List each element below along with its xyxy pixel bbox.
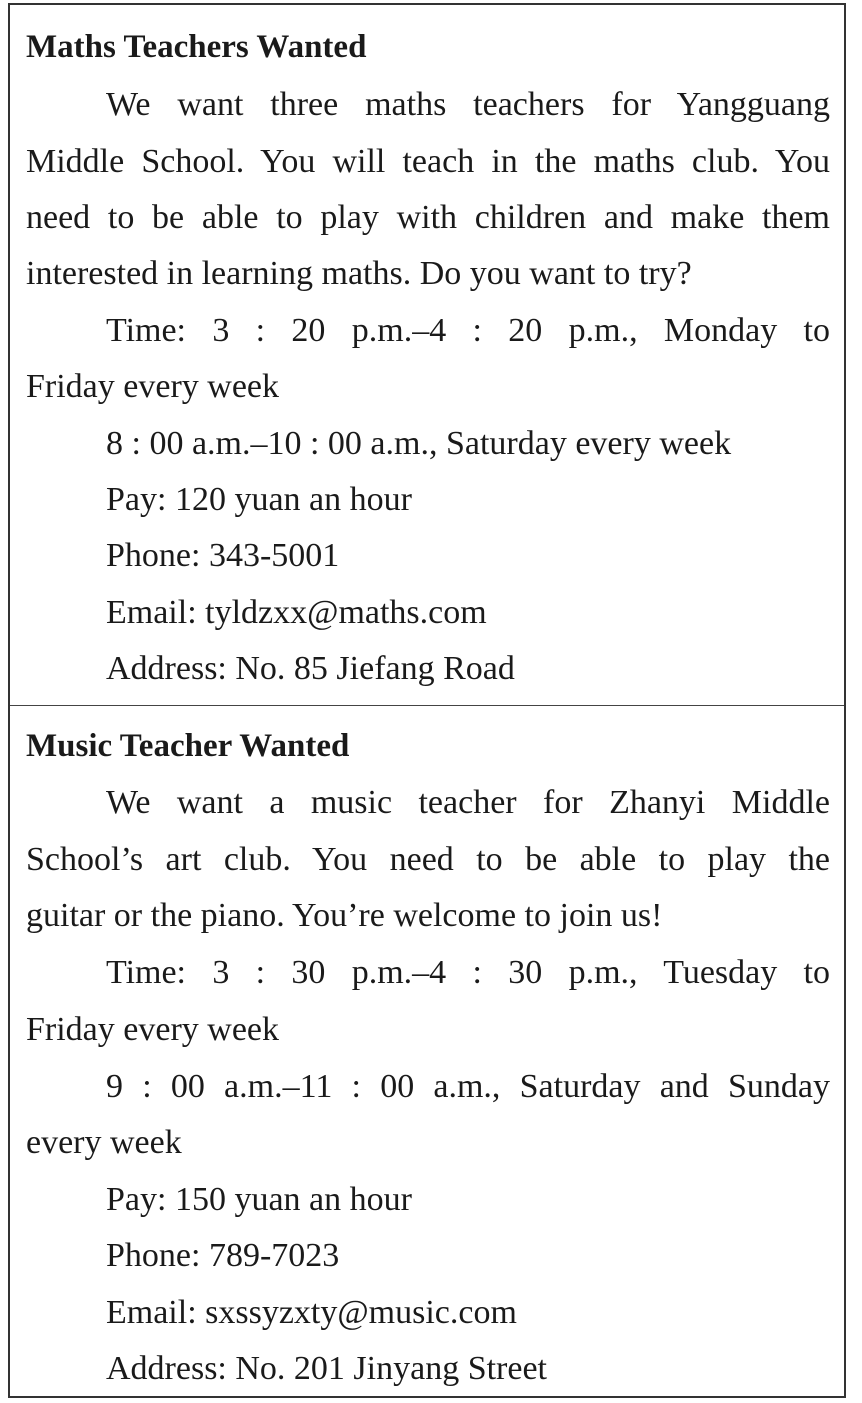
- ad-body-line: guitar or the piano. You’re welcome to join us!: [26, 897, 663, 934]
- ad-time-line: 9 : 00 a.m.–11 : 00 a.m., Saturday and Sunday: [106, 1068, 830, 1105]
- ad-phone: Phone: 789-7023: [106, 1237, 340, 1274]
- ad-time-line: Friday every week: [26, 1011, 280, 1048]
- ad-body-line: Middle School. You will teach in the maths club. You: [26, 143, 830, 180]
- music-teacher-ad: [10, 705, 844, 1398]
- ad-address: Address: No. 85 Jiefang Road: [106, 650, 515, 687]
- ad-time-line: Friday every week: [26, 368, 280, 405]
- ad-email: Email: sxssyzxty@music.com: [106, 1294, 517, 1331]
- ad-body-line: need to be able to play with children and make them: [26, 199, 830, 236]
- ad-title: Maths Teachers Wanted: [26, 29, 367, 65]
- ad-phone: Phone: 343-5001: [106, 537, 340, 574]
- ad-pay: Pay: 120 yuan an hour: [106, 481, 412, 518]
- ad-email: Email: tyldzxx@maths.com: [106, 594, 487, 631]
- ad-time-line: Time: 3 : 30 p.m.–4 : 30 p.m., Tuesday to: [106, 954, 830, 991]
- ad-title: Music Teacher Wanted: [26, 728, 350, 764]
- ad-body-line: interested in learning maths. Do you want to try?: [26, 255, 692, 292]
- ad-time-line: every week: [26, 1124, 182, 1161]
- ad-body-line: We want three maths teachers for Yangguang: [106, 86, 830, 123]
- ad-address: Address: No. 201 Jinyang Street: [106, 1350, 548, 1387]
- ad-pay: Pay: 150 yuan an hour: [106, 1181, 412, 1218]
- maths-teachers-ad: [10, 5, 844, 705]
- ad-body-line: We want a music teacher for Zhanyi Middle: [106, 784, 830, 821]
- ad-body-line: School’s art club. You need to be able to play the: [26, 841, 830, 878]
- job-ads-table: [8, 3, 846, 1398]
- ad-time-line: Time: 3 : 20 p.m.–4 : 20 p.m., Monday to: [106, 312, 830, 349]
- ad-time-line: 8 : 00 a.m.–10 : 00 a.m., Saturday every week: [106, 425, 732, 462]
